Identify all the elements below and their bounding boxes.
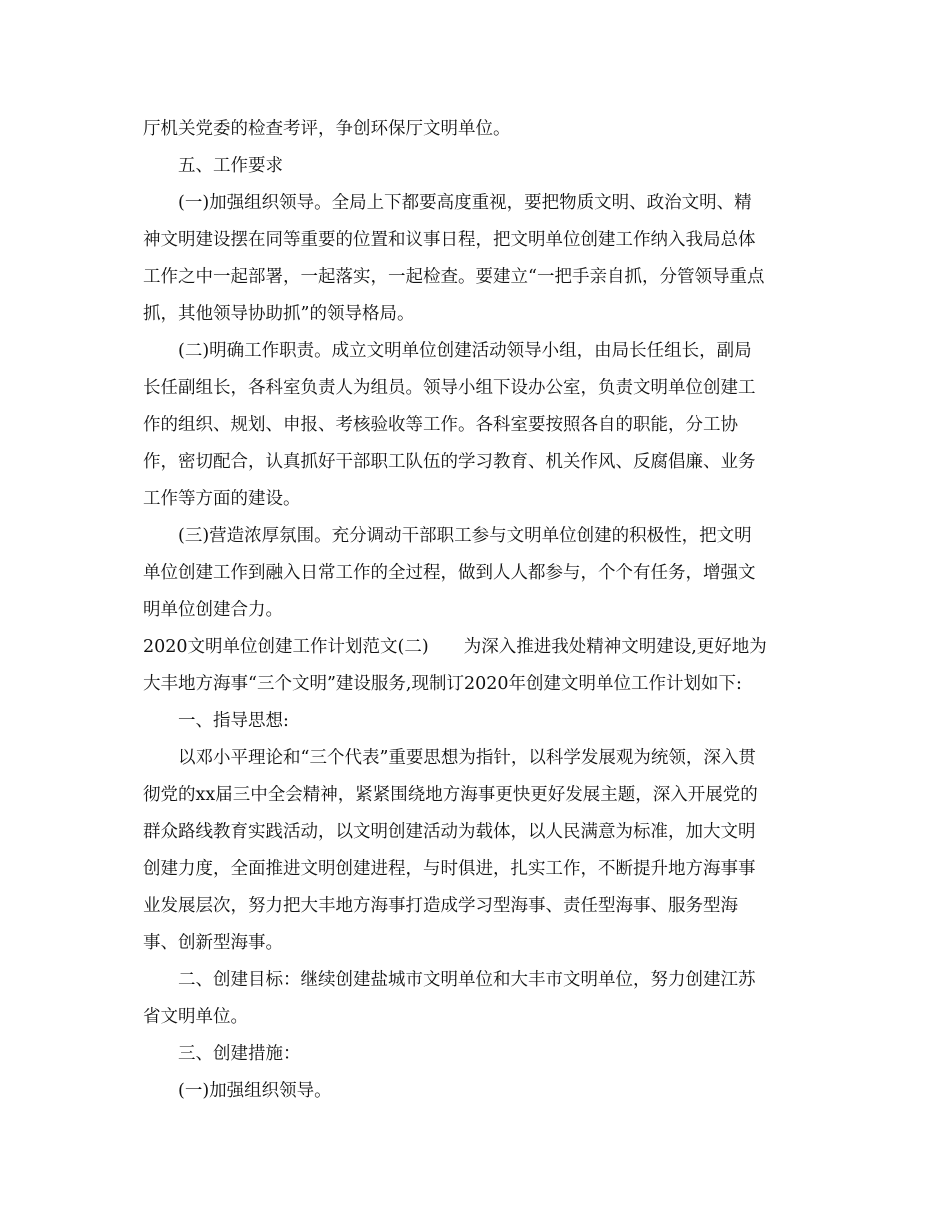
text-line: 工作等方面的建设。 xyxy=(143,489,301,509)
text-line: (一)加强组织领导。 xyxy=(178,1081,332,1101)
text-line: 二、创建目标：继续创建盐城市文明单位和大丰市文明单位，努力创建江苏 xyxy=(178,970,756,990)
text-line: 创建力度，全面推进文明创建进程，与时俱进，扎实工作，不断提升地方海事事 xyxy=(143,859,756,879)
text-line: 抓，其他领导协助抓”的领导格局。 xyxy=(143,304,415,324)
text-line: 明单位创建合力。 xyxy=(143,600,283,620)
section-heading: 三、创建措施： xyxy=(178,1044,301,1064)
text-line: 神文明建设摆在同等重要的位置和议事日程，把文明单位创建工作纳入我局总体 xyxy=(143,230,756,250)
text-line: 以邓小平理论和“三个代表”重要思想为指针，以科学发展观为统领，深入贯 xyxy=(178,748,756,768)
text-line: 长任副组长，各科室负责人为组员。领导小组下设办公室，负责文明单位创建工 xyxy=(143,378,756,398)
text-line: (三)营造浓厚氛围。充分调动干部职工参与文明单位创建的积极性，把文明 xyxy=(178,526,752,546)
text-line: 作，密切配合，认真抓好干部职工队伍的学习教育、机关作风、反腐倡廉、业务 xyxy=(143,452,756,472)
text-line: 省文明单位。 xyxy=(143,1007,248,1027)
text-line: (一)加强组织领导。全局上下都要高度重视，要把物质文明、政治文明、精 xyxy=(178,193,752,213)
text-line: 厅机关党委的检查考评，争创环保厅文明单位。 xyxy=(143,119,511,139)
text-line: 彻党的xx届三中全会精神，紧紧围绕地方海事更快更好发展主题，深入开展党的 xyxy=(143,785,758,805)
text-line: 单位创建工作到融入日常工作的全过程，做到人人都参与，个个有任务，增强文 xyxy=(143,563,756,583)
text-line: 大丰地方海事“三个文明”建设服务,现制订2020年创建文明单位工作计划如下: xyxy=(143,674,742,694)
text-line: 作的组织、规划、申报、考核验收等工作。各科室要按照各自的职能，分工协 xyxy=(143,415,738,435)
text-line: 事、创新型海事。 xyxy=(143,933,283,953)
text-line: 工作之中一起部署，一起落实，一起检查。要建立“一把手亲自抓，分管领导重点 xyxy=(143,267,765,287)
section-heading: 一、指导思想: xyxy=(178,711,289,731)
section-heading: 五、工作要求 xyxy=(178,156,283,176)
document-subtitle-line: 2020文明单位创建工作计划范文(二) 为深入推进我处精神文明建设,更好地为 xyxy=(143,637,767,657)
text-line: 群众路线教育实践活动，以文明创建活动为载体，以人民满意为标准，加大文明 xyxy=(143,822,756,842)
text-line: 业发展层次，努力把大丰地方海事打造成学习型海事、责任型海事、服务型海 xyxy=(143,896,738,916)
text-line: (二)明确工作职责。成立文明单位创建活动领导小组，由局长任组长，副局 xyxy=(178,341,752,361)
